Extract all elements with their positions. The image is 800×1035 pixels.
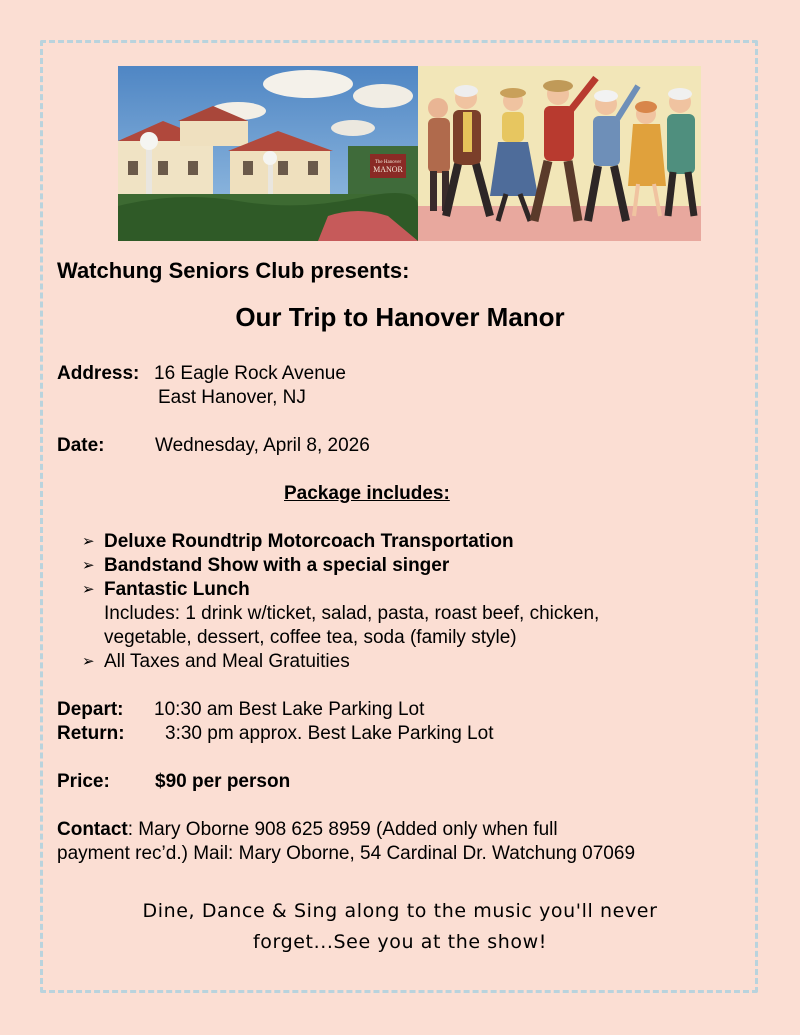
package-item-transport: Deluxe Roundtrip Motorcoach Transportation [104, 531, 514, 552]
address-line2: East Hanover, NJ [158, 387, 306, 408]
bullet-arrow-icon: ➢ [82, 533, 95, 550]
package-item-show: Bandstand Show with a special singer [104, 555, 450, 576]
date-value: Wednesday, April 8, 2026 [155, 435, 370, 456]
contact-label: Contact [57, 819, 128, 840]
package-item-taxes: All Taxes and Meal Gratuities [104, 651, 350, 672]
trip-title: Our Trip to Hanover Manor [235, 302, 565, 332]
sign-small-text: The Hanover [374, 160, 402, 165]
return-value: 3:30 pm approx. Best Lake Parking Lot [165, 723, 494, 744]
closing-line1: Dine, Dance & Sing along to the music you'll never [142, 900, 658, 922]
bullet-arrow-icon: ➢ [82, 653, 95, 670]
bullet-arrow-icon: ➢ [82, 581, 95, 598]
lunch-detail-line1: Includes: 1 drink w/ticket, salad, pasta, roast beef, chicken, [104, 603, 600, 624]
closing-line2: forget...See you at the show! [252, 931, 547, 953]
dancing-seniors-illustration [418, 66, 701, 241]
contact-details: : Mary Oborne 908 625 8959 (Added only when full [127, 819, 558, 840]
depart-label: Depart: [57, 699, 124, 720]
address-line1: 16 Eagle Rock Avenue [154, 363, 346, 384]
price-value: $90 per person [155, 771, 291, 792]
closing-message [0, 896, 800, 958]
sign-big-text: MANOR [373, 165, 403, 174]
contact-line1 [57, 818, 558, 842]
price-label: Price: [57, 771, 110, 792]
return-label: Return: [57, 723, 125, 744]
header-photos [118, 66, 701, 241]
lunch-detail-line2: vegetable, dessert, coffee tea, soda (family style) [104, 627, 517, 648]
club-presents-heading: Watchung Seniors Club presents: [57, 258, 410, 283]
hanover-manor-photo [118, 66, 418, 241]
bullet-arrow-icon: ➢ [82, 557, 95, 574]
address-label: Address: [57, 363, 140, 384]
package-item-lunch: Fantastic Lunch [104, 579, 250, 600]
depart-value: 10:30 am Best Lake Parking Lot [154, 699, 425, 720]
package-heading: Package includes: [284, 483, 450, 504]
date-label: Date: [57, 435, 105, 456]
contact-line2: payment rec’d.) Mail: Mary Oborne, 54 Cardinal Dr. Watchung 07069 [57, 843, 636, 864]
